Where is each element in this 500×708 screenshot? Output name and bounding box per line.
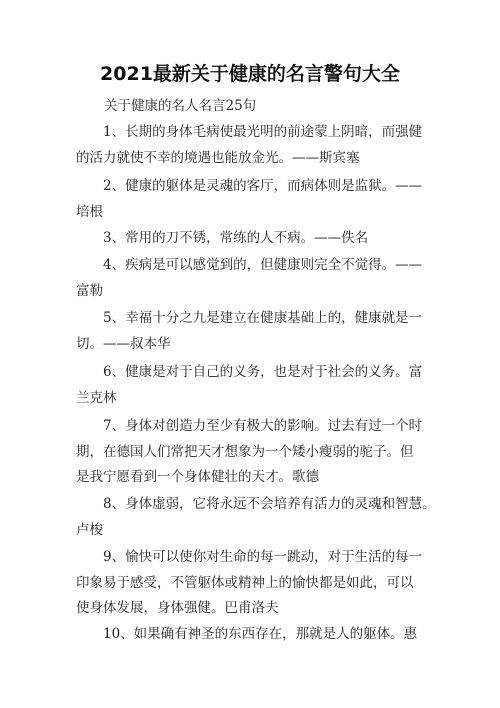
quote-line: 是我宁愿看到一个身体健壮的天才。歌德	[76, 469, 319, 485]
document-title: 2021最新关于健康的名言警句大全	[100, 63, 400, 85]
quote-line: 富勒	[76, 283, 103, 299]
quote-line: 3、常用的刀不锈，常练的人不病。——佚名	[103, 230, 369, 246]
quote-line: 7、身体对创造力至少有极大的影响。过去有过一个时	[103, 418, 423, 434]
quote-line: 印象易于感受，不管躯体或精神上的愉快都是如此，可以	[76, 575, 414, 591]
quote-line: 2、健康的躯体是灵魂的客厅，而病体则是监狱。——	[103, 178, 423, 194]
quote-line: 9、愉快可以使你对生命的每一跳动，对于生活的每一	[103, 549, 423, 565]
quote-line: 切。——叔本华	[76, 336, 171, 352]
quote-line: 5、幸福十分之九是建立在健康基础上的，健康就是一	[103, 310, 423, 326]
document-intro: 关于健康的名人名言25句	[104, 98, 257, 114]
quote-line: 6、健康是对于自己的义务，也是对于社会的义务。富	[103, 364, 423, 380]
quote-line: 10、如果确有神圣的东西存在，那就是人的躯体。惠	[103, 626, 418, 642]
quote-line: 1、长期的身体毛病使最光明的前途蒙上阴暗，而强健	[103, 124, 423, 140]
quote-line: 期，在德国人们常把天才想象为一个矮小瘦弱的驼子。但	[76, 444, 414, 460]
quote-line: 培根	[76, 204, 103, 220]
quote-line: 兰克林	[76, 390, 117, 406]
quote-line: 8、身体虚弱，它将永远不会培养有活力的灵魂和智慧。	[103, 496, 436, 512]
quote-line: 的活力就使不幸的境遇也能放金光。——斯宾塞	[76, 150, 360, 166]
quote-line: 4、疾病是可以感觉到的，但健康则完全不觉得。——	[103, 257, 423, 273]
quote-line: 卢梭	[76, 522, 103, 538]
quote-line: 使身体发展，身体强健。巴甫洛夫	[76, 600, 279, 616]
